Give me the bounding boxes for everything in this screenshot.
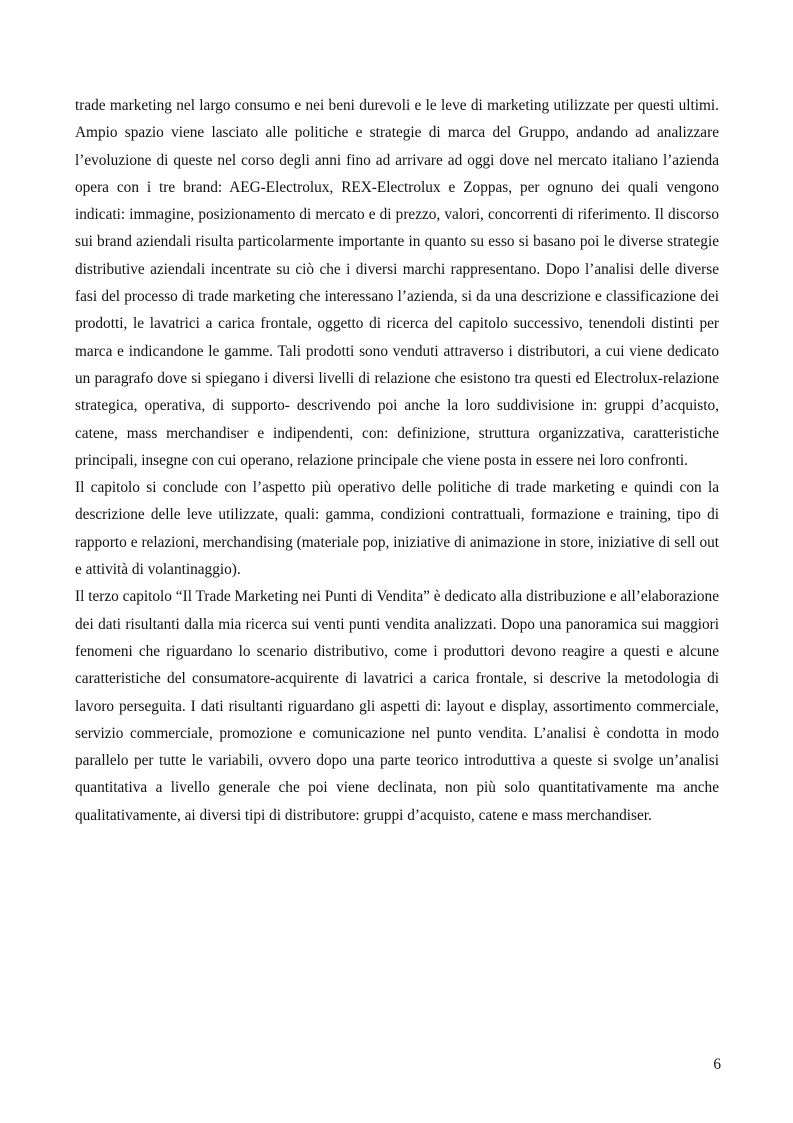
paragraph-trade-marketing-levers: Il capitolo si conclude con l’aspetto più operativo delle politiche di trade marketing e quindi con la descrizione delle leve utilizzate, quali: gamma, condizioni contrattuali, formazione e training, tipo di rapporto e relazioni, merchandising (materiale pop, iniziative di animazione in store, iniziative di sell out e attività di volantinaggio). xyxy=(75,479,719,579)
paragraph-brand-strategies: trade marketing nel largo consumo e nei beni durevoli e le leve di marketing utilizzate per questi ultimi. Ampio spazio viene lasciato alle politiche e strategie di marca del Gruppo, andando ad analizzare l’evoluzione di queste nel corso degli anni fino ad arrivare ad oggi dove nel mercato italiano l’azienda opera con i tre brand: AEG-Electrolux, REX-Electrolux e Zoppas, per ognuno dei quali vengono indicati: immagine, posizionamento di mercato e di prezzo, valori, concorrenti di riferimento. Il discorso sui brand aziendali risulta particolarmente importante in quanto su esso si basano poi le diverse strategie distributive aziendali incentrate su ciò che i diversi marchi rappresentano. Dopo l’analisi delle diverse fasi del processo di trade marketing che interessano l’azienda, si da una descrizione e classificazione dei prodotti, le lavatrici a carica frontale, oggetto di ricerca del capitolo successivo, tenendoli distinti per marca e indicandone le gamme. Tali prodotti sono venduti attraverso i distributori, a cui viene dedicato un paragrafo dove si spiegano i diversi livelli di relazione che esistono tra questi ed Electrolux-relazione strategica, operativa, di supporto- descrivendo poi anche la loro suddivisione in: gruppi d’acquisto, catene, mass merchandiser e indipendenti, con: definizione, struttura organizzativa, caratteristiche principali, insegne con cui operano, relazione principale che viene posta in essere nei loro confronti. xyxy=(75,97,719,469)
paragraph-third-chapter: Il terzo capitolo “Il Trade Marketing nei Punti di Vendita” è dedicato alla distribuzione e all’elaborazione dei dati risultanti dalla mia ricerca sui venti punti vendita analizzati. Dopo una panoramica sui maggiori fenomeni che riguardano lo scenario distributivo, come i produttori devono reagire a questi e alcune caratteristiche del consumatore-acquirente di lavatrici a carica frontale, si descrive la metodologia di lavoro perseguita. I dati risultanti riguardano gli aspetti di: layout e display, assortimento commerciale, servizio commerciale, promozione e comunicazione nel punto vendita. L’analisi è condotta in modo parallelo per tutte le variabili, ovvero dopo una parte teorico introduttiva a queste si svolge un’analisi quantitativa a livello generale che poi viene declinata, non più solo quantitativamente ma anche qualitativamente, ai diversi tipi di distributore: gruppi d’acquisto, catene e mass merchandiser. xyxy=(75,588,719,824)
body-text xyxy=(75,92,719,829)
page-number: 6 xyxy=(713,1056,721,1073)
